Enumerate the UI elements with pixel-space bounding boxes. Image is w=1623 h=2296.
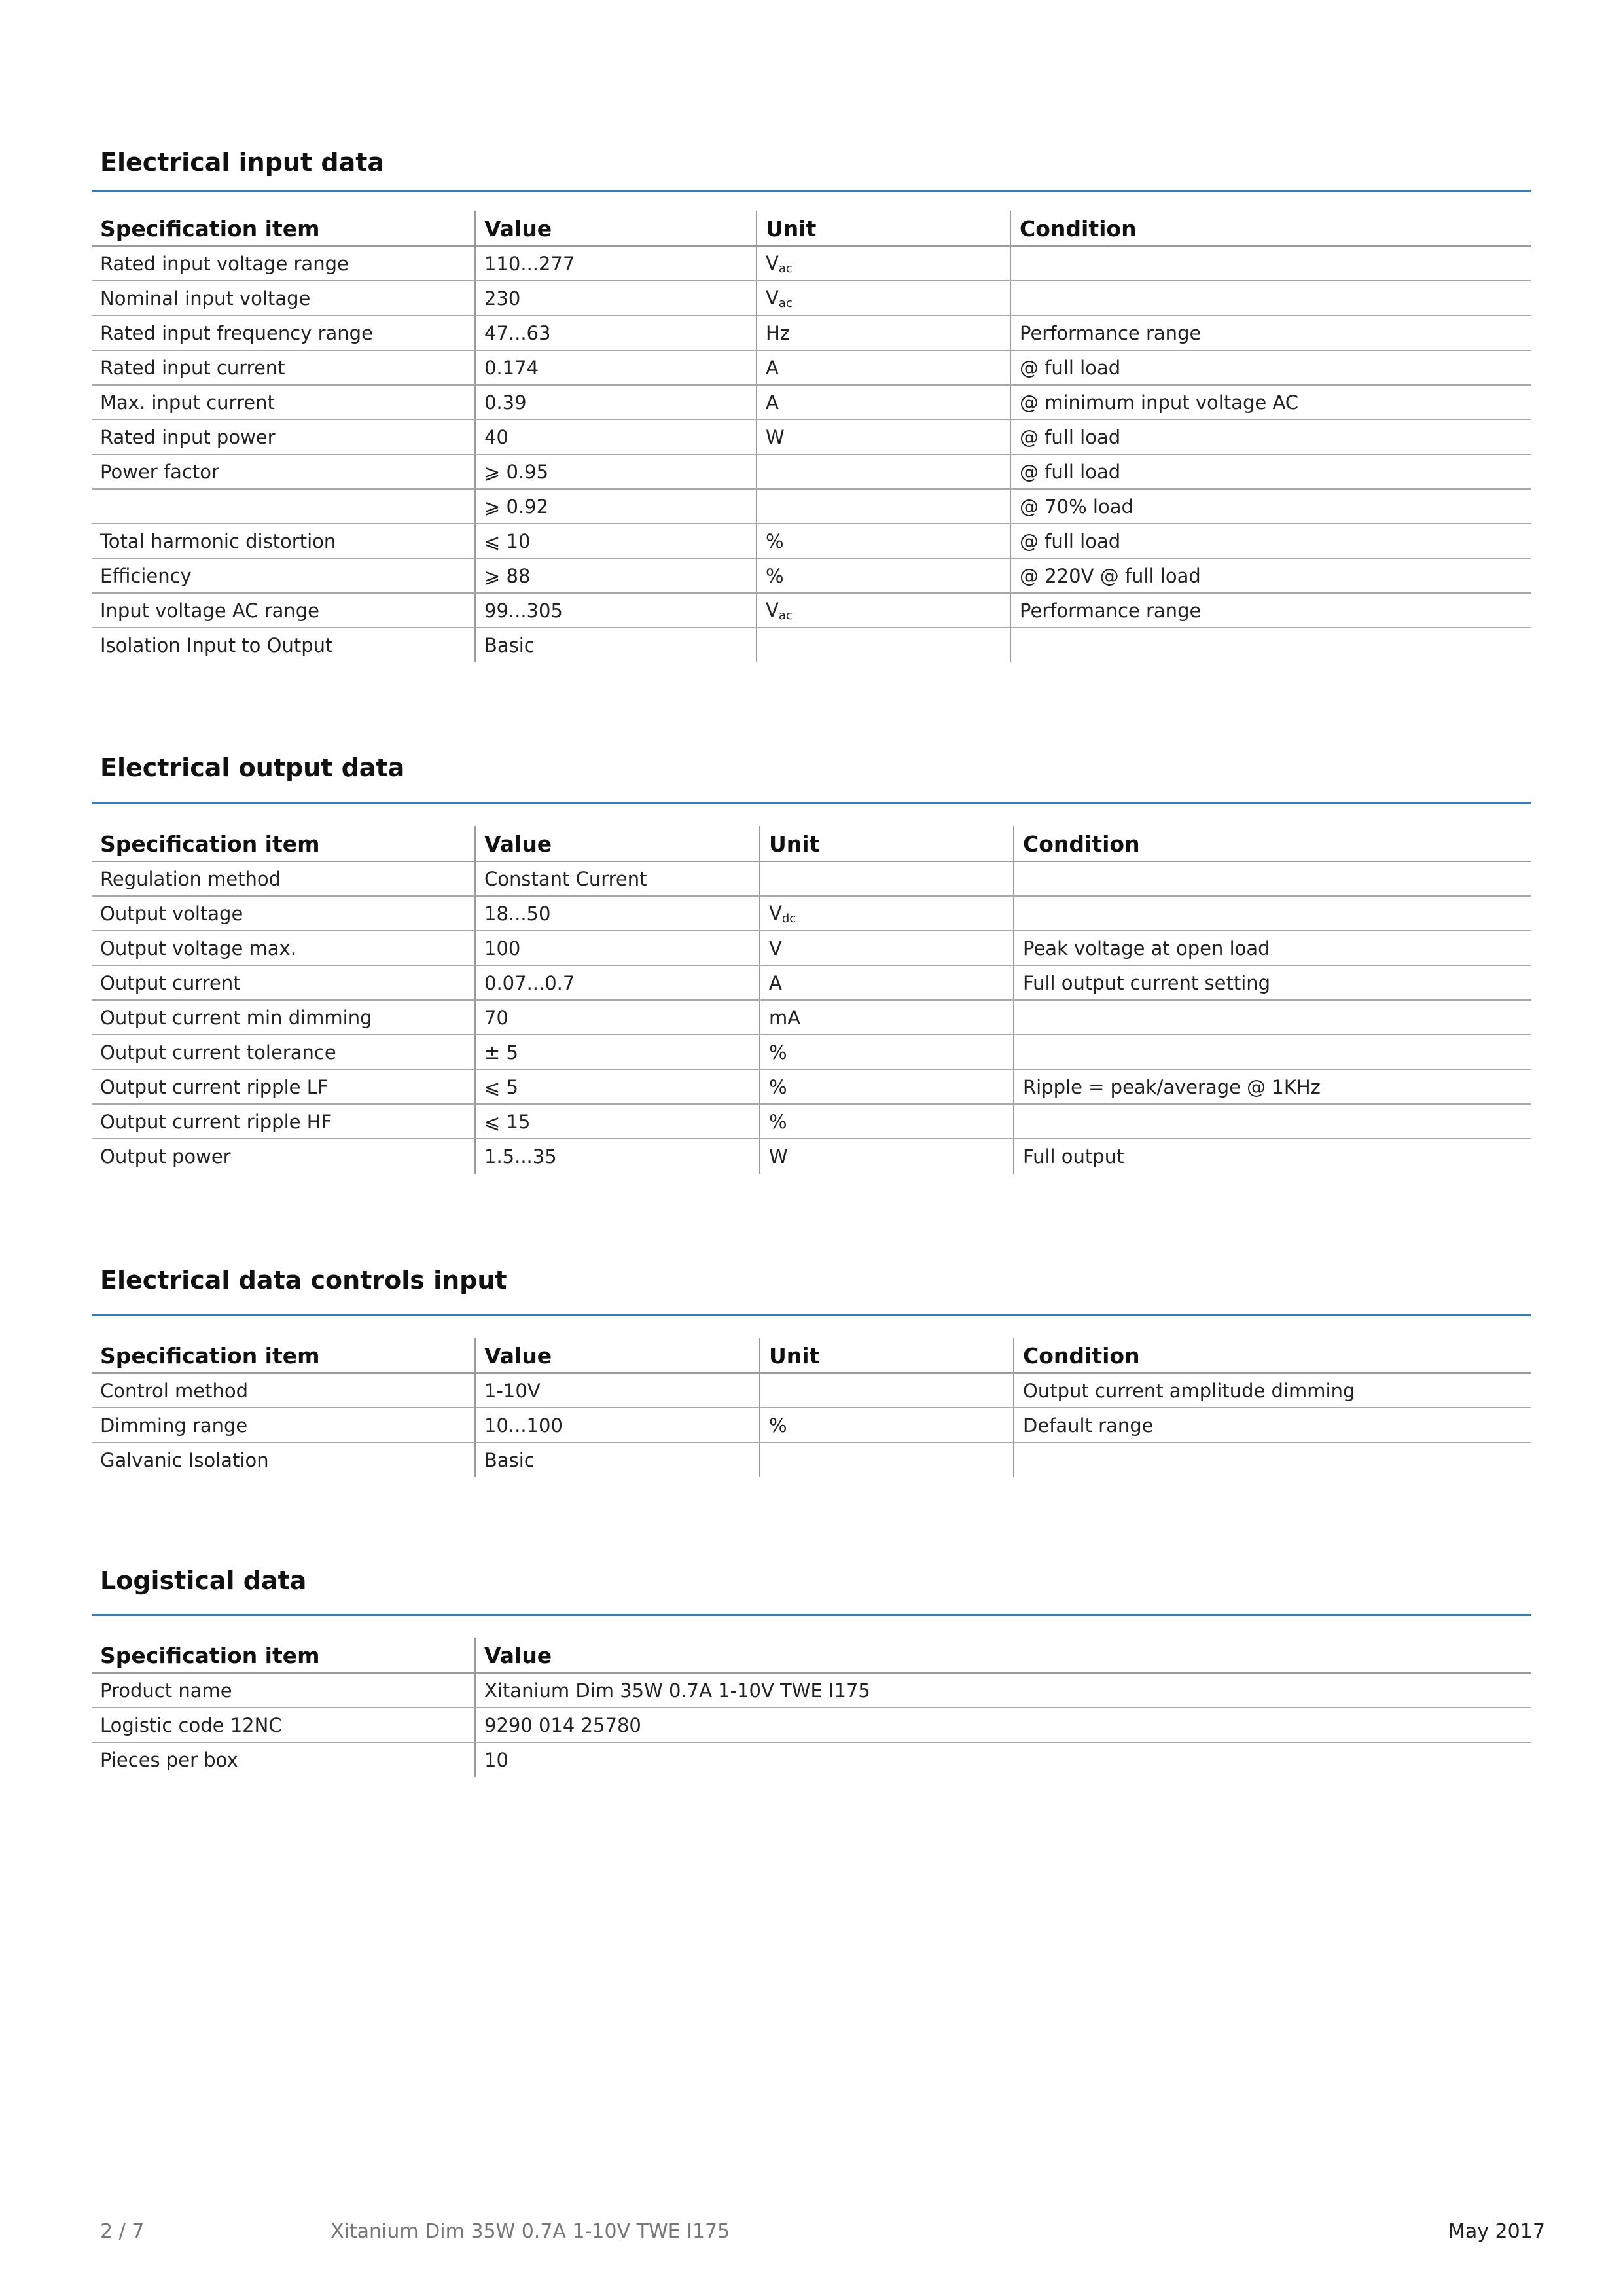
table-row — [92, 896, 1531, 931]
table-header-row — [92, 1338, 1531, 1373]
table-row — [92, 1035, 1531, 1069]
unit-cell — [760, 1408, 1014, 1443]
unit-cell — [760, 965, 1014, 1000]
table-row — [92, 1708, 1531, 1742]
column-header: Specification item — [92, 211, 475, 246]
unit-symbol: W — [766, 425, 785, 448]
spec-item-cell: Regulation method — [92, 861, 475, 896]
unit-cell — [760, 1373, 1014, 1408]
value-cell: 100 — [475, 931, 760, 965]
spec-item-cell: Max. input current — [92, 385, 475, 420]
condition-cell: Default range — [1014, 1408, 1531, 1443]
column-header: Value — [475, 1638, 1531, 1673]
table-row — [92, 1408, 1531, 1443]
condition-cell: @ 70% load — [1010, 489, 1531, 524]
value-cell: Constant Current — [475, 861, 760, 896]
unit-subscript: ac — [778, 296, 793, 310]
unit-symbol: W — [769, 1145, 788, 1168]
unit-cell — [757, 628, 1010, 662]
value-cell: 10...100 — [475, 1408, 760, 1443]
condition-cell: @ full load — [1010, 350, 1531, 385]
controls-input-table — [92, 1338, 1531, 1477]
value-cell: ⩽ 5 — [475, 1069, 760, 1104]
value-cell: 9290 014 25780 — [475, 1708, 1531, 1742]
value-cell: ⩾ 88 — [475, 558, 757, 593]
value-cell: ⩾ 0.95 — [475, 454, 757, 489]
unit-cell — [760, 1139, 1014, 1174]
unit-symbol: A — [769, 971, 782, 994]
value-cell: 110...277 — [475, 246, 757, 281]
column-header: Value — [475, 1338, 760, 1373]
condition-cell — [1014, 1443, 1531, 1477]
unit-cell — [760, 896, 1014, 931]
spec-item-cell: Rated input current — [92, 350, 475, 385]
unit-symbol: A — [766, 356, 779, 379]
column-header: Specification item — [92, 826, 475, 861]
spec-item-cell: Output current ripple LF — [92, 1069, 475, 1104]
column-header: Specification item — [92, 1638, 475, 1673]
value-cell: 230 — [475, 281, 757, 315]
spec-item-cell: Rated input voltage range — [92, 246, 475, 281]
table-row — [92, 454, 1531, 489]
value-cell: ⩾ 0.92 — [475, 489, 757, 524]
value-cell: ⩽ 10 — [475, 524, 757, 558]
table-row — [92, 1139, 1531, 1174]
unit-symbol: % — [766, 529, 784, 552]
unit-cell — [760, 1069, 1014, 1104]
section-divider — [92, 802, 1531, 804]
unit-symbol: V — [769, 937, 782, 960]
table-header-row — [92, 1638, 1531, 1673]
table-row — [92, 1000, 1531, 1035]
unit-cell — [757, 524, 1010, 558]
unit-cell — [757, 454, 1010, 489]
column-header: Unit — [760, 826, 1014, 861]
condition-cell — [1014, 1000, 1531, 1035]
column-header: Condition — [1014, 1338, 1531, 1373]
value-cell: Xitanium Dim 35W 0.7A 1-10V TWE I175 — [475, 1673, 1531, 1708]
unit-cell — [760, 1035, 1014, 1069]
spec-item-cell: Control method — [92, 1373, 475, 1408]
value-cell: Basic — [475, 1443, 760, 1477]
spec-item-cell: Output current min dimming — [92, 1000, 475, 1035]
table-row — [92, 1443, 1531, 1477]
unit-symbol: % — [769, 1110, 787, 1133]
value-cell: 1.5...35 — [475, 1139, 760, 1174]
spec-item-cell: Isolation Input to Output — [100, 634, 333, 656]
unit-cell — [757, 350, 1010, 385]
value-cell: 0.07...0.7 — [475, 965, 760, 1000]
table-row — [92, 1742, 1531, 1777]
condition-cell — [1014, 896, 1531, 931]
section-divider — [92, 1614, 1531, 1616]
unit-cell — [760, 861, 1014, 896]
condition-cell: Full output — [1014, 1139, 1531, 1174]
spec-item-cell: Product name — [92, 1673, 475, 1708]
table-row — [92, 1673, 1531, 1708]
condition-cell: Performance range — [1010, 593, 1531, 628]
column-header: Specification item — [92, 1338, 475, 1373]
footer-page-number: 2 / 7 — [100, 2220, 145, 2243]
condition-cell: @ minimum input voltage AC — [1010, 385, 1531, 420]
value-cell: 0.174 — [475, 350, 757, 385]
unit-symbol: mA — [769, 1006, 801, 1029]
table-header-row — [92, 211, 1531, 246]
column-header: Condition — [1010, 211, 1531, 246]
value-cell: 47...63 — [475, 315, 757, 350]
unit-symbol: % — [766, 564, 784, 587]
unit-cell — [760, 931, 1014, 965]
spec-item-cell: Input voltage AC range — [92, 593, 475, 628]
value-cell: 99...305 — [475, 593, 757, 628]
value-cell: 40 — [475, 420, 757, 454]
electrical-input-table — [92, 211, 1531, 662]
section-title-electrical-input: Electrical input data — [100, 148, 385, 177]
condition-cell: Output current amplitude dimming — [1014, 1373, 1531, 1408]
section-title-controls-input: Electrical data controls input — [100, 1266, 507, 1295]
unit-cell — [757, 558, 1010, 593]
spec-item-cell: Output current ripple HF — [92, 1104, 475, 1139]
unit-symbol: V — [766, 598, 779, 621]
condition-cell: Performance range — [1010, 315, 1531, 350]
column-header: Value — [475, 211, 757, 246]
spec-item-cell: Total harmonic distortion — [92, 524, 475, 558]
unit-symbol: V — [769, 901, 782, 924]
unit-symbol: V — [766, 251, 779, 274]
table-row — [92, 593, 1531, 628]
unit-cell — [757, 315, 1010, 350]
unit-symbol: % — [769, 1075, 787, 1098]
table-row — [92, 965, 1531, 1000]
value-cell: 0.39 — [475, 385, 757, 420]
value-cell: ⩽ 15 — [475, 1104, 760, 1139]
unit-symbol: % — [769, 1041, 787, 1064]
spec-item-cell: Rated input power — [92, 420, 475, 454]
section-title-electrical-output: Electrical output data — [100, 753, 405, 782]
condition-cell: @ full load — [1010, 454, 1531, 489]
table-row — [92, 861, 1531, 896]
logistical-table — [92, 1638, 1531, 1777]
unit-symbol: Hz — [766, 321, 791, 344]
condition-cell — [1010, 246, 1531, 281]
unit-cell — [760, 1443, 1014, 1477]
spec-item-cell: Output voltage max. — [92, 931, 475, 965]
electrical-output-table — [92, 826, 1531, 1174]
condition-cell — [1014, 861, 1531, 896]
unit-cell — [757, 489, 1010, 524]
unit-subscript: ac — [778, 261, 793, 276]
unit-cell — [757, 385, 1010, 420]
unit-symbol: A — [766, 391, 779, 414]
unit-cell — [757, 246, 1010, 281]
value-cell: Basic — [475, 628, 757, 662]
spec-item-cell: Pieces per box — [100, 1749, 238, 1771]
condition-cell — [1014, 1104, 1531, 1139]
table-row — [92, 315, 1531, 350]
condition-cell — [1010, 281, 1531, 315]
footer-product-name: Xitanium Dim 35W 0.7A 1-10V TWE I175 — [330, 2220, 730, 2243]
section-title-logistical: Logistical data — [100, 1566, 307, 1595]
unit-symbol: % — [769, 1414, 787, 1437]
table-row — [92, 350, 1531, 385]
spec-item-cell: Output power — [100, 1145, 231, 1168]
spec-item-cell: Logistic code 12NC — [92, 1708, 475, 1742]
spec-item-cell: Output voltage — [92, 896, 475, 931]
unit-cell — [757, 420, 1010, 454]
spec-item-cell: Rated input frequency range — [92, 315, 475, 350]
unit-subscript: ac — [778, 608, 793, 622]
unit-cell — [760, 1104, 1014, 1139]
value-cell: 18...50 — [475, 896, 760, 931]
table-row — [92, 1104, 1531, 1139]
column-header: Value — [475, 826, 760, 861]
spec-item-cell: Efficiency — [92, 558, 475, 593]
condition-cell: @ full load — [1010, 420, 1531, 454]
unit-cell — [757, 281, 1010, 315]
condition-cell: @ full load — [1010, 524, 1531, 558]
value-cell: ± 5 — [475, 1035, 760, 1069]
column-header: Unit — [757, 211, 1010, 246]
unit-symbol: V — [766, 286, 779, 309]
table-row — [92, 281, 1531, 315]
table-row — [92, 1373, 1531, 1408]
condition-cell — [1010, 628, 1531, 662]
section-divider — [92, 1314, 1531, 1316]
spec-item-cell: Dimming range — [92, 1408, 475, 1443]
table-row — [92, 1069, 1531, 1104]
table-row — [92, 931, 1531, 965]
table-row — [92, 420, 1531, 454]
column-header: Unit — [760, 1338, 1014, 1373]
spec-item-cell: Galvanic Isolation — [100, 1449, 269, 1471]
table-row — [92, 385, 1531, 420]
section-divider — [92, 190, 1531, 192]
unit-cell — [757, 593, 1010, 628]
unit-subscript: dc — [781, 911, 796, 925]
value-cell: 10 — [475, 1742, 1531, 1777]
value-cell: 70 — [475, 1000, 760, 1035]
table-row — [92, 558, 1531, 593]
footer-date: May 2017 — [1448, 2220, 1545, 2243]
spec-item-cell: Output current tolerance — [92, 1035, 475, 1069]
table-header-row — [92, 826, 1531, 861]
condition-cell: @ 220V @ full load — [1010, 558, 1531, 593]
unit-cell — [760, 1000, 1014, 1035]
condition-cell: Ripple = peak/average @ 1KHz — [1014, 1069, 1531, 1104]
condition-cell: Full output current setting — [1014, 965, 1531, 1000]
table-row — [92, 628, 1531, 662]
spec-item-cell — [92, 489, 475, 524]
condition-cell — [1014, 1035, 1531, 1069]
spec-item-cell: Nominal input voltage — [92, 281, 475, 315]
table-row — [92, 489, 1531, 524]
column-header: Condition — [1014, 826, 1531, 861]
spec-item-cell: Power factor — [92, 454, 475, 489]
spec-item-cell: Output current — [92, 965, 475, 1000]
value-cell: 1-10V — [475, 1373, 760, 1408]
table-row — [92, 524, 1531, 558]
table-row — [92, 246, 1531, 281]
condition-cell: Peak voltage at open load — [1014, 931, 1531, 965]
